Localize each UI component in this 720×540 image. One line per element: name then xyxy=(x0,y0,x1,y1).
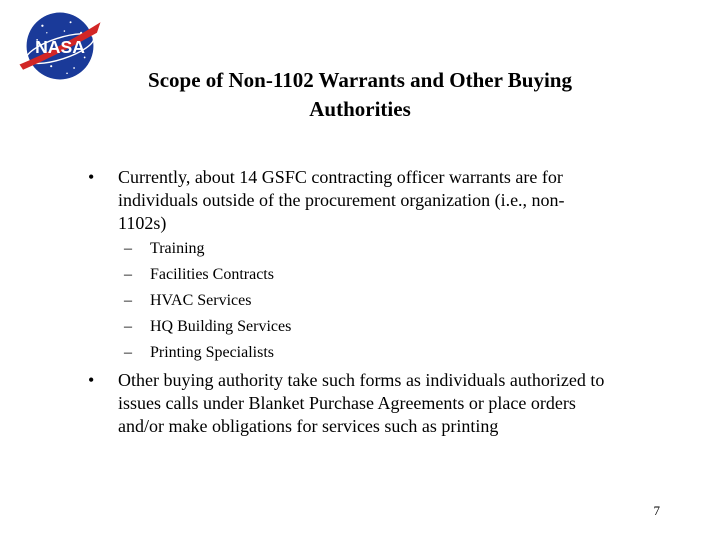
bullet-text-line: 1102s) xyxy=(118,213,167,233)
bullet-text-line: Currently, about 14 GSFC contracting officer warrants are for xyxy=(118,167,563,187)
bullet-text xyxy=(118,369,658,438)
bullet-text-line: individuals outside of the procurement organization (i.e., non- xyxy=(118,190,565,210)
nasa-logo-text: NASA xyxy=(35,37,85,58)
sub-bullet-label: Facilities Contracts xyxy=(150,266,274,283)
slide-title-line: Scope of Non-1102 Warrants and Other Buying xyxy=(148,68,572,92)
sub-bullet-label: HQ Building Services xyxy=(150,318,292,335)
dash-marker: – xyxy=(124,240,132,257)
bullet-text-line: Other buying authority take such forms as individuals authorized to xyxy=(118,370,605,390)
bullet-dot: • xyxy=(88,370,95,390)
nasa-logo xyxy=(16,6,104,86)
sub-bullet-label: Training xyxy=(150,240,205,257)
page-number: 7 xyxy=(653,503,660,518)
bullet-dot: • xyxy=(88,167,95,187)
bullet-text-line: and/or make obligations for services such as printing xyxy=(118,416,499,436)
bullet-text-line: issues calls under Blanket Purchase Agreements or place orders xyxy=(118,393,576,413)
dash-marker: – xyxy=(124,266,132,283)
slide-title xyxy=(100,66,620,124)
sub-bullet-label: Printing Specialists xyxy=(150,344,274,361)
sub-bullet-label: HVAC Services xyxy=(150,292,252,309)
bullet-text xyxy=(118,166,658,235)
slide-title-line: Authorities xyxy=(309,97,411,121)
dash-marker: – xyxy=(124,318,132,335)
dash-marker: – xyxy=(124,292,132,309)
dash-marker: – xyxy=(124,344,132,361)
